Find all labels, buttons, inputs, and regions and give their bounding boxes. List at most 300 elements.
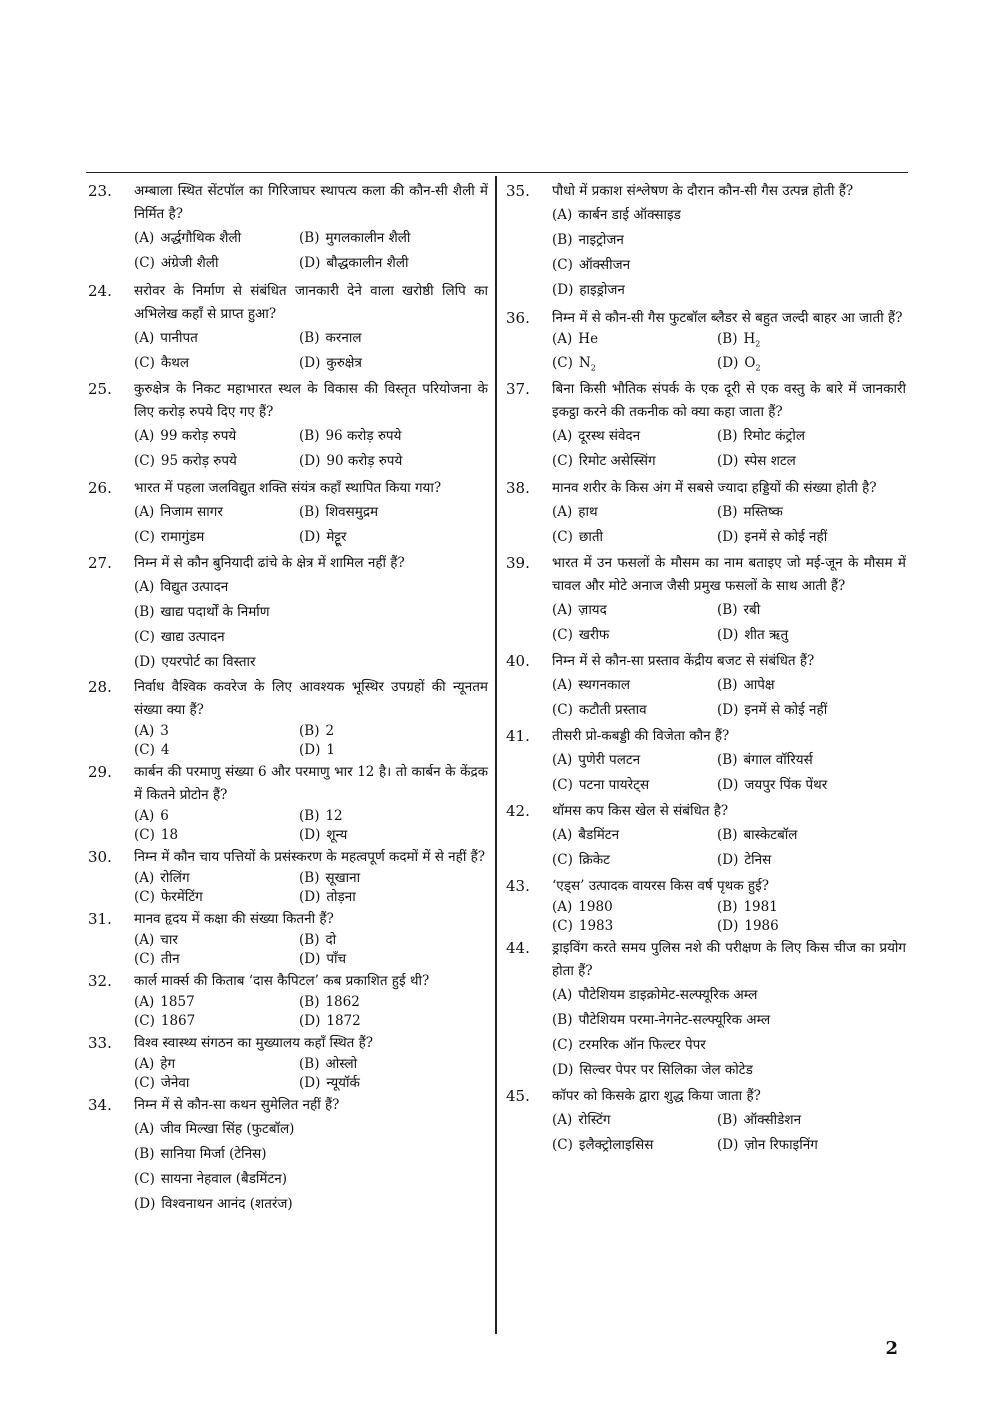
option-label: (B) [717, 827, 738, 844]
option-a [552, 330, 717, 354]
option-label: (D) [717, 702, 739, 719]
question-text: निम्न में कौन चाय पत्तियों के प्रसंस्करण के महत्वपूर्ण कदमों में से नहीं हैं? [134, 849, 486, 865]
option-label: (C) [552, 529, 573, 546]
option-text: 1986 [744, 918, 779, 935]
option-label: (B) [299, 932, 320, 948]
option-text: ओस्लो [325, 1056, 358, 1072]
option-b [299, 1055, 488, 1074]
option-b [717, 898, 906, 917]
option-a [552, 1108, 717, 1133]
option-c [134, 1167, 488, 1192]
question-number: 37. [506, 380, 530, 399]
option-d [717, 698, 906, 723]
option-text: 1981 [743, 899, 778, 916]
option-text: शून्य [326, 827, 348, 843]
question-38 [506, 477, 906, 550]
option-d [717, 525, 906, 550]
option-text: पुणेरी पलटन [578, 752, 641, 769]
option-b [299, 722, 488, 741]
question-number: 24. [88, 282, 112, 300]
option-label: (B) [299, 808, 320, 824]
option-label: (D) [299, 1075, 321, 1091]
option-text: 99 करोड़ रुपये [160, 428, 237, 444]
option-text: रोलिंग [160, 870, 190, 886]
question-number: 41. [506, 727, 530, 746]
option-c [134, 950, 299, 969]
option-label: (D) [717, 852, 739, 869]
question-text: भारत में उन फसलों के मौसम का नाम बताइए जो मई-जून के मौसम में चावल और मोटे अनाज जैसी प्रमुख फसलों के साथ आती हैं? [552, 555, 906, 595]
option-b [717, 748, 906, 773]
option-d [299, 351, 488, 376]
option-text: सानिया मिर्जा (टेनिस) [160, 1146, 267, 1162]
question-36 [506, 307, 906, 377]
question-text: थॉमस कप किस खेल से संबंधित है? [552, 803, 729, 820]
option-text: हेग [160, 1056, 176, 1072]
question-37 [506, 378, 906, 474]
option-b [134, 1142, 488, 1167]
options-list [552, 424, 906, 474]
option-label: (C) [134, 453, 155, 469]
option-c [552, 253, 906, 278]
options-list [552, 203, 906, 303]
option-label: (D) [717, 777, 739, 794]
option-text: न्यूयॉर्क [326, 1075, 360, 1091]
option-text: दूरस्थ संवेदन [578, 428, 641, 445]
option-label: (C) [134, 629, 155, 645]
option-d [299, 525, 488, 550]
option-a [552, 898, 717, 917]
question-43 [506, 875, 906, 936]
option-text: 6 [160, 808, 169, 824]
option-text: खाद्य उत्पादन [160, 629, 225, 645]
options-list [552, 330, 906, 377]
question-number: 29. [88, 763, 112, 781]
question-23 [88, 180, 488, 276]
option-label: (D) [134, 1196, 156, 1212]
option-a [552, 983, 906, 1008]
options-list [134, 424, 488, 474]
question-text: ड्राइविंग करते समय पुलिस नशे की परीक्षण के लिए किस चीज का प्रयोग होता हैं? [552, 940, 906, 980]
option-text: O [744, 354, 756, 371]
option-text: करनाल [325, 330, 362, 346]
option-text: हाइड्रोजन [579, 282, 625, 298]
option-text: जीव मिल्खा सिंह (फुटबॉल) [160, 1121, 295, 1137]
option-c [134, 625, 488, 650]
option-label: (B) [299, 230, 320, 246]
option-label: (B) [134, 604, 155, 620]
question-text: मानव शरीर के किस अंग में सबसे ज्यादा हड्डियों की संख्या होती है? [552, 480, 877, 497]
option-text: मस्तिष्क [743, 504, 783, 521]
question-text: सरोवर के निर्माण से संबंधित जानकारी देने वाला खरोष्ठी लिपि का अभिलेख कहाँ से प्राप्त हुआ? [134, 283, 488, 322]
option-label: (A) [552, 331, 573, 347]
option-label: (A) [134, 1121, 155, 1137]
question-text: तीसरी प्रो-कबड्डी की विजेता कौन हैं? [552, 728, 730, 745]
option-c [134, 741, 299, 760]
option-label: (A) [134, 870, 155, 886]
option-b [552, 1008, 906, 1033]
option-c [134, 888, 299, 907]
option-label: (A) [552, 504, 573, 521]
option-b [552, 228, 906, 253]
option-label: (C) [552, 852, 573, 869]
option-label: (D) [299, 889, 321, 905]
question-number: 28. [88, 678, 112, 696]
option-d [299, 449, 488, 474]
question-number: 27. [88, 554, 112, 572]
option-label: (D) [552, 1062, 574, 1079]
option-text: पानीपत [160, 330, 198, 346]
option-c [552, 449, 717, 474]
option-label: (B) [134, 1146, 155, 1162]
options-list [134, 226, 488, 276]
option-a [552, 598, 717, 623]
option-b [299, 326, 488, 351]
option-c [134, 826, 299, 845]
right-column [506, 180, 906, 1158]
option-label: (D) [717, 453, 739, 470]
question-number: 31. [88, 910, 112, 928]
option-label: (C) [552, 918, 573, 935]
option-label: (B) [717, 1112, 738, 1129]
options-list [552, 1108, 906, 1158]
question-39 [506, 552, 906, 648]
option-label: (B) [299, 428, 320, 444]
option-text: 2 [325, 723, 335, 739]
option-text: पाँच [326, 951, 347, 967]
option-label: (D) [717, 1137, 739, 1154]
option-text: शीत ऋतु [744, 627, 789, 644]
question-text: निम्न में से कौन-सी गैस फुटबॉल ब्लैडर से बहुत जल्दी बाहर आ जाती हैं? [552, 310, 903, 326]
option-c [552, 917, 717, 936]
option-c [552, 354, 717, 378]
option-d [717, 773, 906, 798]
option-text: 3 [160, 723, 169, 739]
question-text: कार्ल मार्क्स की किताब ‘दास कैपिटल’ कब प्रकाशित हुई थी? [134, 973, 430, 989]
option-c [134, 449, 299, 474]
option-a [134, 722, 299, 741]
options-list [134, 931, 488, 969]
option-a [552, 823, 717, 848]
option-text: विश्वनाथन आनंद (शतरंज) [161, 1196, 293, 1212]
option-text: 1867 [160, 1013, 196, 1029]
question-24 [88, 280, 488, 376]
question-number: 25. [88, 380, 112, 398]
option-label: (D) [717, 354, 739, 371]
option-label: (C) [552, 257, 573, 273]
option-label: (C) [552, 777, 573, 794]
option-label: (A) [552, 428, 573, 445]
option-b [717, 673, 906, 698]
option-text: पटना पायरेट्स [578, 777, 650, 794]
option-label: (C) [134, 827, 155, 843]
option-text: 1872 [326, 1013, 361, 1029]
question-number: 45. [506, 1087, 530, 1106]
option-label: (A) [134, 1056, 155, 1072]
option-d [134, 1192, 488, 1217]
option-c [552, 773, 717, 798]
option-text: 1 [326, 742, 335, 758]
options-list [552, 598, 906, 648]
option-text: रिमोट कंट्रोल [743, 428, 805, 445]
option-b [717, 330, 906, 354]
option-label: (D) [299, 355, 321, 371]
option-label: (D) [299, 453, 321, 469]
option-text: जेनेवा [160, 1075, 190, 1091]
option-b [717, 424, 906, 449]
question-text: निम्न में से कौन-सा कथन सुमेलित नहीं हैं? [134, 1097, 340, 1113]
option-d [299, 741, 488, 760]
question-27 [88, 552, 488, 675]
option-a [134, 424, 299, 449]
option-subscript: 2 [590, 363, 596, 373]
question-28 [88, 676, 488, 760]
question-number: 34. [88, 1096, 112, 1114]
option-text: रोस्टिंग [578, 1112, 611, 1129]
option-label: (B) [717, 428, 738, 445]
option-text: 1862 [325, 994, 360, 1010]
option-text: बैडमिंटन [578, 827, 620, 844]
option-b [299, 500, 488, 525]
option-label: (A) [134, 723, 155, 739]
option-text: He [578, 331, 599, 347]
options-list [134, 869, 488, 907]
option-label: (C) [552, 702, 573, 719]
option-a [134, 326, 299, 351]
option-c [552, 1033, 906, 1058]
option-text: हाथ [578, 504, 598, 521]
option-text: पौटेशियम डाइक्रोमेट-सल्फ्यूरिक अम्ल [578, 987, 758, 1004]
question-44 [506, 937, 906, 1083]
option-label: (C) [134, 1171, 155, 1187]
option-c [552, 698, 717, 723]
option-text: दो [325, 932, 337, 948]
option-b [299, 993, 488, 1012]
options-list [134, 722, 488, 760]
option-a [552, 673, 717, 698]
option-text: विद्युत उत्पादन [160, 579, 229, 595]
question-text: अम्बाला स्थित सेंटपॉल का गिरिजाघर स्थापत्य कला की कौन-सी शैली में निर्मित है? [134, 183, 488, 222]
option-text: इनमें से कोई नहीं [744, 529, 828, 546]
options-list [552, 500, 906, 550]
question-number: 38. [506, 479, 530, 498]
option-a [134, 931, 299, 950]
option-d [717, 449, 906, 474]
question-34 [88, 1094, 488, 1217]
option-label: (C) [134, 255, 155, 271]
option-a [552, 748, 717, 773]
option-d [299, 950, 488, 969]
option-label: (B) [717, 331, 738, 347]
option-label: (B) [717, 752, 738, 769]
option-b [134, 600, 488, 625]
question-number: 26. [88, 479, 112, 497]
option-text: ज़ोन रिफाइनिंग [744, 1137, 818, 1154]
option-text: पौटेशियम परमा-नेगनेट-सल्फ्यूरिक अम्ल [578, 1012, 771, 1029]
left-column [88, 180, 488, 1217]
option-subscript: 2 [755, 339, 761, 349]
question-text: कॉपर को किसके द्वारा शुद्ध किया जाता हैं? [552, 1088, 761, 1105]
option-label: (B) [299, 330, 320, 346]
option-text: इनमें से कोई नहीं [744, 702, 828, 719]
option-label: (C) [134, 1075, 155, 1091]
option-d [299, 1074, 488, 1093]
option-text: मुगलकालीन शैली [325, 230, 411, 246]
option-text: कार्बन डाई ऑक्साइड [578, 207, 681, 223]
option-text: निजाम सागर [160, 504, 223, 520]
option-label: (C) [552, 453, 573, 470]
option-label: (A) [134, 504, 155, 520]
option-text: एयरपोर्ट का विस्तार [161, 654, 256, 670]
option-label: (D) [717, 627, 739, 644]
option-label: (A) [552, 987, 573, 1004]
option-label: (A) [134, 808, 155, 824]
option-label: (C) [134, 1013, 155, 1029]
question-33 [88, 1032, 488, 1093]
option-b [717, 598, 906, 623]
option-c [552, 623, 717, 648]
option-text: 1980 [578, 899, 613, 916]
question-text: निर्वाध वैश्विक कवरेज के लिए आवश्यक भूस्थिर उपग्रहों की न्यूनतम संख्या क्या हैं? [134, 679, 488, 718]
option-d [717, 1133, 906, 1158]
option-label: (B) [717, 899, 738, 916]
option-d [552, 278, 906, 303]
options-list [552, 823, 906, 873]
option-label: (A) [552, 1112, 573, 1129]
option-text: क्रिकेट [578, 852, 610, 869]
question-text: कुरुक्षेत्र के निकट महाभारत स्थल के विकास की विस्तृत परियोजना के लिए करोड़ रुपये दिए गए हैं? [134, 381, 488, 420]
option-label: (C) [134, 951, 155, 967]
question-text: निम्न में से कौन बुनियादी ढांचे के क्षेत्र में शामिल नहीं हैं? [134, 555, 405, 571]
option-a [134, 807, 299, 826]
option-b [717, 823, 906, 848]
options-list [134, 993, 488, 1031]
option-text: फेरमेंटिंग [160, 889, 203, 905]
option-c [552, 1133, 717, 1158]
option-text: 12 [325, 808, 343, 824]
option-text: टरमरिक ऑन फिल्टर पेपर [578, 1037, 706, 1054]
option-label: (D) [717, 529, 739, 546]
option-label: (A) [134, 994, 155, 1010]
option-c [134, 251, 299, 276]
option-label: (C) [134, 889, 155, 905]
option-label: (C) [552, 1037, 573, 1054]
question-41 [506, 725, 906, 798]
options-list [552, 748, 906, 798]
question-35 [506, 180, 906, 303]
option-a [134, 226, 299, 251]
option-text: छाती [578, 529, 604, 546]
option-a [552, 424, 717, 449]
option-text: बंगाल वॉरियर्स [743, 752, 813, 769]
option-label: (A) [134, 428, 155, 444]
option-d [134, 650, 488, 675]
options-list [134, 500, 488, 550]
options-list [134, 1117, 488, 1217]
option-text: इलैक्ट्रोलाइसिस [578, 1137, 654, 1154]
option-a [134, 575, 488, 600]
option-label: (B) [717, 602, 738, 619]
option-c [134, 351, 299, 376]
question-text: ‘एड्स’ उत्पादक वायरस किस वर्ष पृथक हुई? [552, 878, 769, 895]
option-label: (B) [299, 994, 320, 1010]
option-label: (D) [299, 951, 321, 967]
option-a [134, 1117, 488, 1142]
option-subscript: 2 [755, 363, 761, 373]
option-label: (B) [552, 1012, 573, 1029]
option-label: (C) [552, 1137, 573, 1154]
option-text: ऑक्सीजन [578, 257, 631, 273]
option-text: खाद्य पदार्थों के निर्माण [160, 604, 270, 620]
options-list [552, 983, 906, 1083]
question-40 [506, 650, 906, 723]
question-text: मानव हृदय में कक्षा की संख्या कितनी हैं? [134, 911, 334, 927]
question-number: 33. [88, 1034, 112, 1052]
option-text: स्पेस शटल [744, 453, 796, 470]
option-label: (D) [552, 282, 574, 298]
option-text: कुरुक्षेत्र [326, 355, 362, 371]
option-text: स्थगनकाल [578, 677, 631, 694]
option-d [299, 1012, 488, 1031]
option-text: 90 करोड़ रुपये [326, 453, 403, 469]
option-text: शिवसमुद्रम [325, 504, 379, 520]
option-text: अर्द्धगौथिक शैली [160, 230, 242, 246]
options-list [134, 1055, 488, 1093]
question-number: 30. [88, 848, 112, 866]
option-text: मेट्टूर [326, 529, 347, 545]
option-d [717, 354, 906, 378]
top-rule [86, 172, 908, 173]
option-label: (A) [134, 330, 155, 346]
option-label: (D) [299, 1013, 321, 1029]
option-d [717, 917, 906, 936]
option-label: (A) [134, 932, 155, 948]
option-text: तोड़ना [326, 889, 356, 905]
option-d [299, 888, 488, 907]
option-label: (D) [299, 827, 321, 843]
option-text: नाइट्रोजन [578, 232, 624, 248]
question-number: 39. [506, 554, 530, 573]
option-text: 95 करोड़ रुपये [160, 453, 237, 469]
option-a [134, 993, 299, 1012]
option-text: तीन [160, 951, 180, 967]
option-label: (C) [552, 354, 573, 371]
question-number: 35. [506, 182, 530, 200]
question-number: 23. [88, 182, 112, 200]
option-label: (A) [552, 752, 573, 769]
option-d [299, 251, 488, 276]
options-list [134, 807, 488, 845]
question-text: बिना किसी भौतिक संपर्क के एक दूरी से एक वस्तु के बारे में जानकारी इकट्ठा करने की तकनीक को क्या कहा जाता हैं? [552, 381, 906, 421]
option-label: (B) [299, 1056, 320, 1072]
option-text: 96 करोड़ रुपये [325, 428, 402, 444]
option-text: जयपुर पिंक पेंथर [744, 777, 828, 794]
option-label: (B) [299, 504, 320, 520]
option-label: (D) [299, 255, 321, 271]
question-number: 44. [506, 939, 530, 958]
option-b [299, 226, 488, 251]
question-text: भारत में पहला जलविद्युत शक्ति संयंत्र कहाँ स्थापित किया गया? [134, 480, 442, 496]
question-number: 42. [506, 802, 530, 821]
option-b [299, 424, 488, 449]
option-b [717, 500, 906, 525]
option-text: ज़ायद [578, 602, 607, 619]
option-b [299, 869, 488, 888]
option-label: (C) [134, 355, 155, 371]
option-label: (C) [134, 529, 155, 545]
option-label: (A) [552, 899, 573, 916]
option-b [717, 1108, 906, 1133]
option-d [299, 826, 488, 845]
